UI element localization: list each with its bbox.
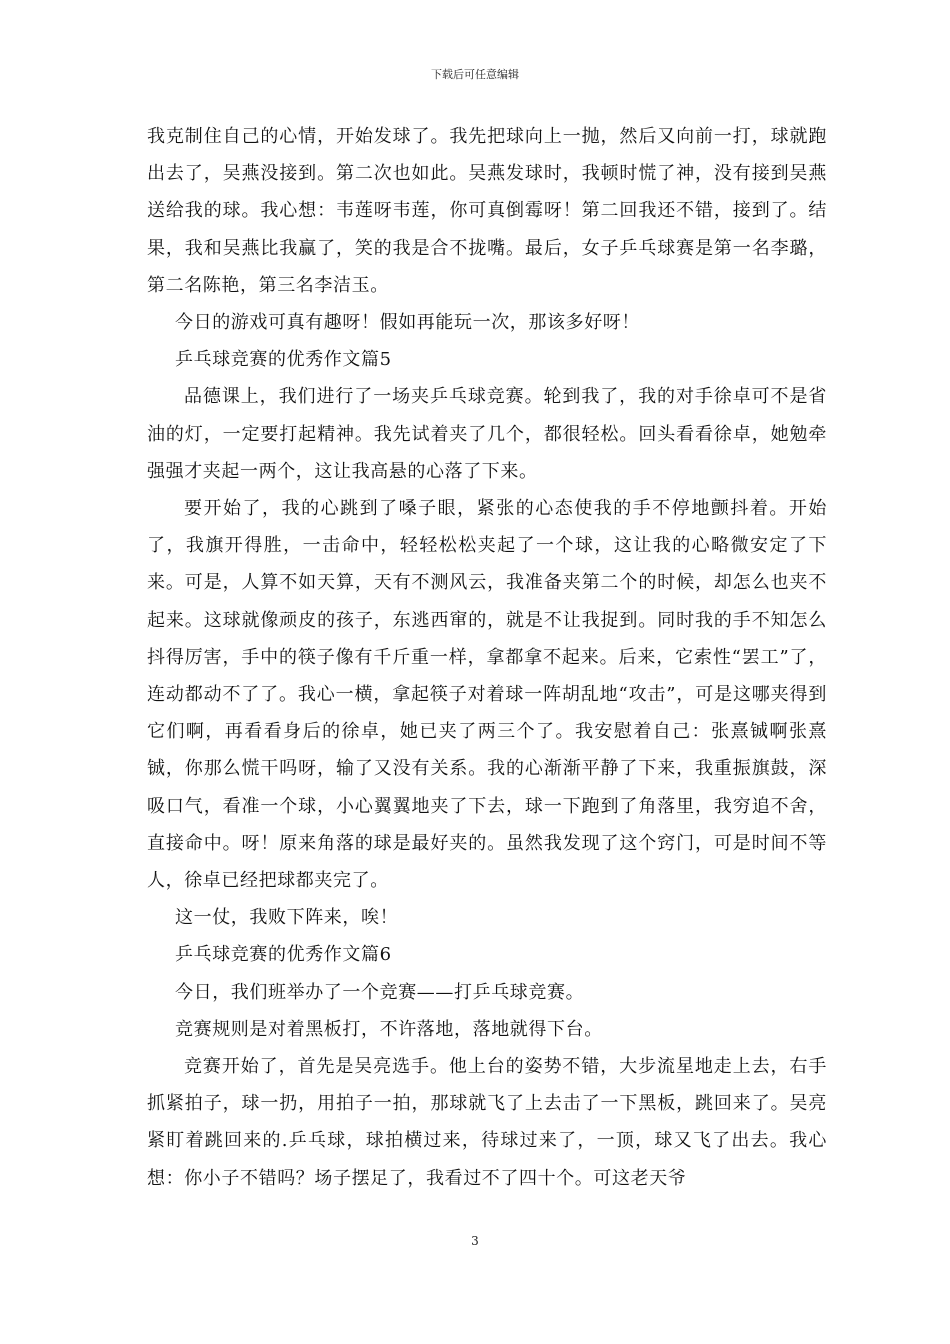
paragraph: 我克制住自己的心情，开始发球了。我先把球向上一抛，然后又向前一打，球就跑出去了，吴燕没接到。第二次也如此。吴燕发球时，我顿时慌了神，没有接到吴燕送给我的球。我心想：韦莲呀韦莲，你可真倒霉呀！第二回我还不错，接到了。结果，我和吴燕比我赢了，笑的我是合不拢嘴。最后，女子乒乓球赛是第一名李璐，第二名陈艳，第三名李洁玉。 <box>147 126 827 296</box>
page-header: 下载后可任意编辑 <box>431 68 519 81</box>
document-body <box>147 118 827 1197</box>
page-number: 3 <box>471 1234 479 1248</box>
paragraph: 竞赛开始了，首先是吴亮选手。他上台的姿势不错，大步流星地走上去，右手抓紧拍子，球一扔，用拍子一拍，那球就飞了上去击了一下黑板，跳回来了。吴亮紧盯着跳回来的.乒乓球，球拍横过来，待球过来了，一顶，球又飞了出去。我心想：你小子不错吗？场子摆足了，我看过不了四十个。可这老天爷 <box>147 1056 827 1189</box>
paragraph: 今日，我们班举办了一个竞赛——打乒乓球竞赛。 <box>175 981 585 1003</box>
paragraph: 要开始了，我的心跳到了嗓子眼，紧张的心态使我的手不停地颤抖着。开始了，我旗开得胜，一击命中，轻轻松松夹起了一个球，这让我的心略微安定了下来。可是，人算不如天算，天有不测风云，我准备夹第二个的时候，却怎么也夹不起来。这球就像顽皮的孩子，东逃西窜的，就是不让我捉到。同时我的手不知怎么抖得厉害，手中的筷子像有千斤重一样，拿都拿不起来。后来，它索性“罢工”了，连动都动不了了。我心一横，拿起筷子对着球一阵胡乱地“攻击”，可是这哪夹得到它们啊，再看看身后的徐卓，她已夹了两三个了。我安慰着自己：张熹铖啊张熹铖，你那么慌干吗呀，输了又没有关系。我的心渐渐平静了下来，我重振旗鼓，深吸口气，看准一个球，小心翼翼地夹了下去，球一下跑到了角落里，我穷追不舍，直接命中。呀！原来角落的球是最好夹的。虽然我发现了这个窍门，可是时间不等人，徐卓已经把球都夹完了。 <box>147 498 827 892</box>
paragraph: 竞赛规则是对着黑板打，不许落地，落地就得下台。 <box>175 1018 603 1040</box>
paragraph: 今日的游戏可真有趣呀！假如再能玩一次，那该多好呀！ <box>175 312 640 334</box>
paragraph: 这一仗，我败下阵来，唉！ <box>175 907 399 929</box>
section-heading: 乒乓球竞赛的优秀作文篇5 <box>175 349 392 371</box>
paragraph: 品德课上，我们进行了一场夹乒乓球竞赛。轮到我了，我的对手徐卓可不是省油的灯，一定要打起精神。我先试着夹了几个，都很轻松。回头看看徐卓，她勉牵强强才夹起一两个，这让我高悬的心落了下来。 <box>147 386 827 482</box>
section-heading: 乒乓球竞赛的优秀作文篇6 <box>175 944 392 966</box>
